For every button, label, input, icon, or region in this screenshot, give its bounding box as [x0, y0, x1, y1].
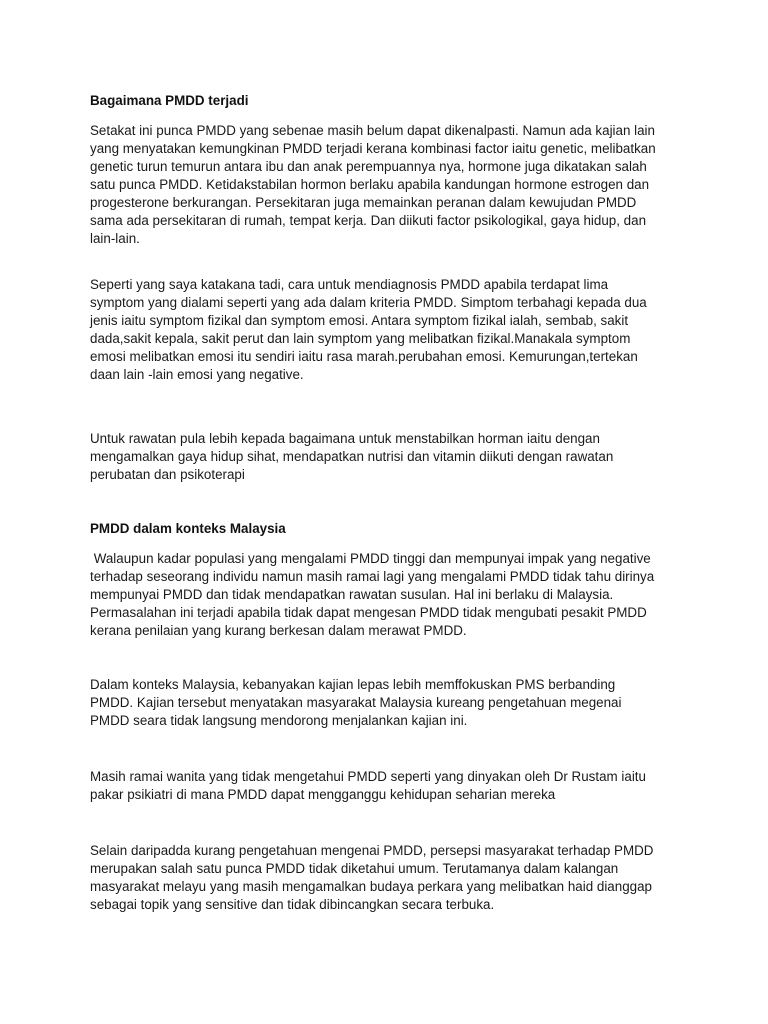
paragraph-line: terhadap seseorang individu namun masih ramai lagi yang mengalami PMDD tidak tahu dirinya — [90, 569, 655, 584]
paragraph-line: genetic turun temurun antara ibu dan anak perempuannya nya, hormone juga dikatakan salah — [90, 159, 647, 174]
paragraph-line: Untuk rawatan pula lebih kepada bagaimana untuk menstabilkan horman iaitu dengan — [90, 431, 600, 446]
paragraph-line: perubatan dan psikoterapi — [90, 467, 245, 482]
section2-paragraph-3 — [90, 768, 646, 804]
paragraph-line: Dalam konteks Malaysia, kebanyakan kajian lepas lebih memffokuskan PMS berbanding — [90, 677, 616, 692]
paragraph-line: mengamalkan gaya hidup sihat, mendapatkan nutrisi dan vitamin diikuti dengan rawatan — [90, 449, 614, 464]
section2-paragraph-1 — [90, 550, 654, 640]
paragraph-line: Permasalahan ini terjadi apabila tidak dapat mengesan PMDD tidak mengubati pesakit PMDD — [90, 605, 647, 620]
section1-paragraph-3 — [90, 430, 613, 484]
paragraph-line: symptom yang dialami seperti yang ada dalam kriteria PMDD. Simptom terbahagi kepada dua — [90, 295, 647, 310]
paragraph-line: Masih ramai wanita yang tidak mengetahui PMDD seperti yang dinyakan oleh Dr Rustam iaitu — [90, 769, 646, 784]
paragraph-line: Setakat ini punca PMDD yang sebenae masih belum dapat dikenalpasti. Namun ada kajian lain — [90, 123, 655, 138]
paragraph-line: Seperti yang saya katakana tadi, cara untuk mendiagnosis PMDD apabila terdapat lima — [90, 277, 609, 292]
paragraph-line: sama ada persekitaran di rumah, tempat kerja. Dan diikuti factor psikologikal, gaya hidup, dan — [90, 213, 647, 228]
paragraph-line: Selain daripadda kurang pengetahuan mengenai PMDD, persepsi masyarakat terhadap PMDD — [90, 843, 654, 858]
paragraph-line: emosi melibatkan emosi itu sendiri iaitu rasa marah.perubahan emosi. Kemurungan,tertekan — [90, 349, 638, 364]
paragraph-line: masyarakat melayu yang masih mengamalkan budaya perkara yang melibatkan haid dianggap — [90, 879, 652, 894]
paragraph-line: mempunyai PMDD dan tidak mendapatkan rawatan susulan. Hal ini berlaku di Malaysia. — [90, 587, 614, 602]
paragraph-line: pakar psikiatri di mana PMDD dapat mengganggu kehidupan seharian mereka — [90, 787, 556, 802]
section1-heading: Bagaimana PMDD terjadi — [90, 93, 249, 108]
paragraph-line: yang menyatakan kemungkinan PMDD terjadi kerana kombinasi factor iaitu genetic, melibatkan — [90, 141, 656, 156]
paragraph-line: kerana penilaian yang kurang berkesan dalam merawat PMDD. — [90, 623, 467, 638]
paragraph-line: PMDD seara tidak langsung mendorong menjalankan kajian ini. — [90, 713, 468, 728]
section2-paragraph-2 — [90, 676, 621, 730]
paragraph-line: lain-lain. — [90, 231, 140, 246]
paragraph-line: dada,sakit kepala, sakit perut dan lain symptom yang melibatkan fizikal.Manakala symptom — [90, 331, 631, 346]
paragraph-line: progesterone berkurangan. Persekitaran juga memainkan peranan dalam kewujudan PMDD — [90, 195, 637, 210]
section2-paragraph-4 — [90, 842, 653, 914]
paragraph-line: satu punca PMDD. Ketidakstabilan hormon berlaku apabila kandungan hormone estrogen dan — [90, 177, 650, 192]
paragraph-line: merupakan salah satu punca PMDD tidak diketahui umum. Terutamanya dalam kalangan — [90, 861, 619, 876]
section1-paragraph-1 — [90, 122, 656, 248]
paragraph-line: PMDD. Kajian tersebut menyatakan masyarakat Malaysia kureang pengetahuan megenai — [90, 695, 622, 710]
paragraph-line: jenis iaitu symptom fizikal dan symptom emosi. Antara symptom fizikal ialah, sembab, sakit — [90, 313, 629, 328]
paragraph-line: Walaupun kadar populasi yang mengalami PMDD tinggi dan mempunyai impak yang negative — [90, 551, 651, 566]
section1-paragraph-2 — [90, 276, 647, 384]
paragraph-line: sebagai topik yang sensitive dan tidak dibincangkan secara terbuka. — [90, 897, 495, 912]
section2-heading: PMDD dalam konteks Malaysia — [90, 521, 286, 536]
paragraph-line: daan lain -lain emosi yang negative. — [90, 367, 304, 382]
